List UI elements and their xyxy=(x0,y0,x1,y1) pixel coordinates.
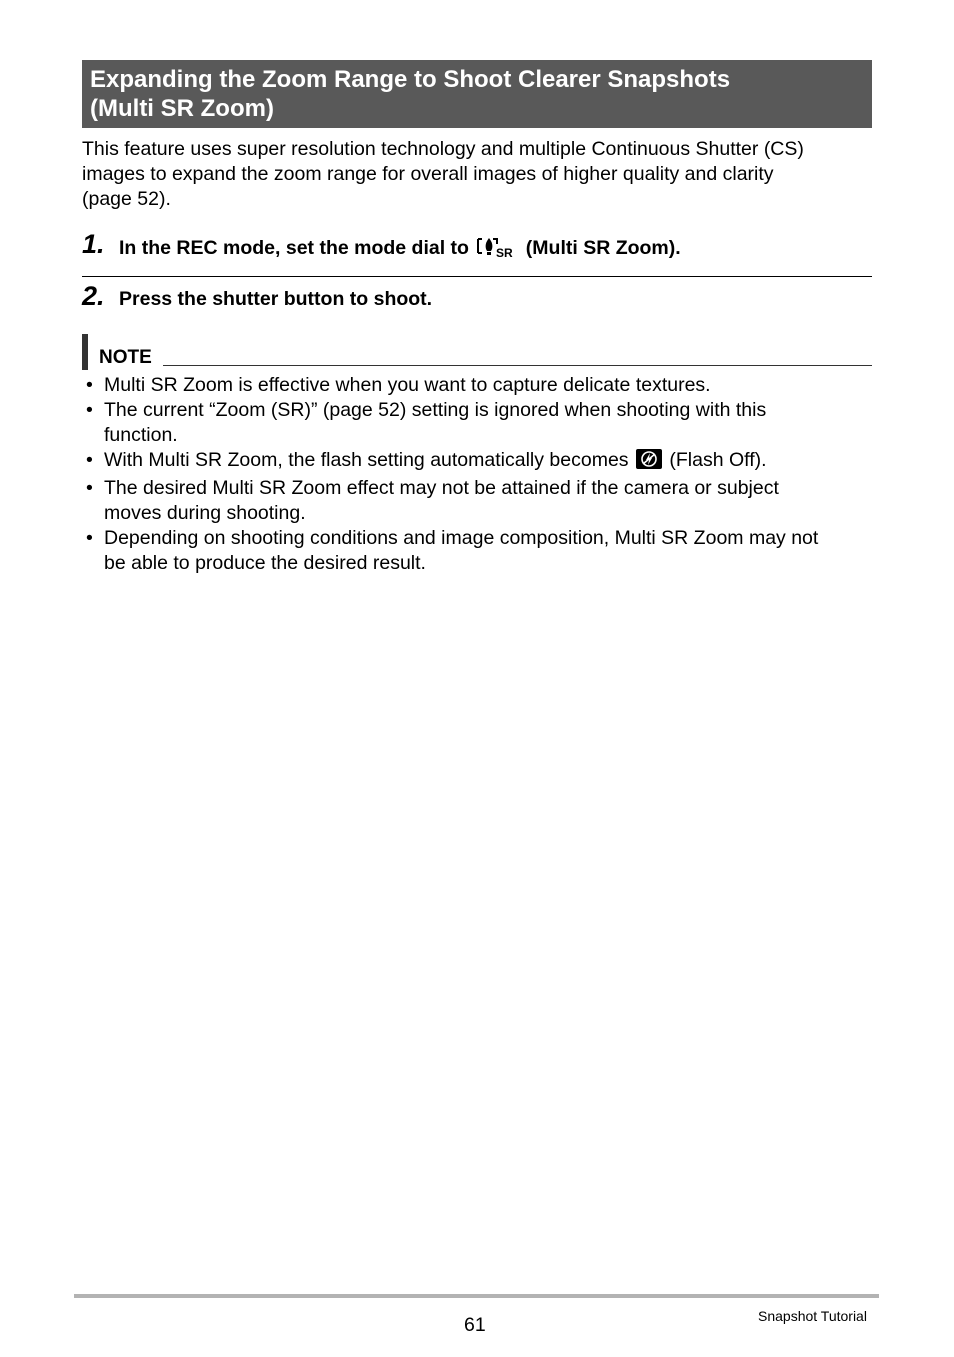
note-item-2-line-1: The current “Zoom (SR)” (page 52) setting is ignored when shooting with this xyxy=(104,399,767,421)
step-1-text-after: (Multi SR Zoom). xyxy=(525,237,681,259)
bullet: • xyxy=(86,477,93,499)
note-item xyxy=(82,398,872,448)
step-2 xyxy=(82,281,872,316)
note-item-5-line-2: be able to produce the desired result. xyxy=(104,552,426,574)
section-title-bar xyxy=(82,60,872,128)
step-2-text: Press the shutter button to shoot. xyxy=(119,288,433,310)
section-title-line-1: Expanding the Zoom Range to Shoot Clearer Snapshots xyxy=(90,66,731,93)
intro-line-1: This feature uses super resolution technology and multiple Continuous Shutter (CS) xyxy=(82,138,804,160)
note-item-1-line-1: Multi SR Zoom is effective when you want to capture delicate textures. xyxy=(104,374,711,396)
note-item xyxy=(82,373,872,398)
bullet: • xyxy=(86,374,93,396)
intro-line-3: (page 52). xyxy=(82,188,171,210)
bullet: • xyxy=(86,449,93,471)
intro-paragraph xyxy=(82,137,872,212)
note-rule xyxy=(163,365,872,366)
note-item-3-text-before: With Multi SR Zoom, the flash setting automatically becomes xyxy=(104,449,629,471)
note-item xyxy=(82,476,872,526)
note-marker-bar xyxy=(82,334,88,370)
step-1-text-before: In the REC mode, set the mode dial to xyxy=(119,237,469,259)
note-item-4-line-2: moves during shooting. xyxy=(104,502,306,524)
step-1-text xyxy=(119,236,681,264)
note-item xyxy=(82,526,872,576)
flash-off-icon xyxy=(636,449,662,476)
svg-text:SR: SR xyxy=(496,246,514,258)
multi-sr-zoom-icon xyxy=(476,236,518,264)
page-number: 61 xyxy=(464,1314,486,1336)
section-title-line-2: (Multi SR Zoom) xyxy=(90,95,274,122)
note-item xyxy=(82,448,872,476)
intro-line-2: images to expand the zoom range for overall images of higher quality and clarity xyxy=(82,163,774,185)
bullet: • xyxy=(86,399,93,421)
step-1 xyxy=(82,229,872,264)
footer-section-title: Snapshot Tutorial xyxy=(758,1308,867,1324)
note-item-3-text-after: (Flash Off). xyxy=(669,449,767,471)
step-2-number: 2. xyxy=(82,281,105,311)
note-label: NOTE xyxy=(99,347,152,368)
step-divider xyxy=(82,276,872,277)
note-item-4-line-1: The desired Multi SR Zoom effect may not be attained if the camera or subject xyxy=(104,477,779,499)
note-item-3-line-1 xyxy=(104,448,872,476)
bullet: • xyxy=(86,527,93,549)
step-1-number: 1. xyxy=(82,229,105,259)
note-list xyxy=(82,373,872,576)
note-item-5-line-1: Depending on shooting conditions and image composition, Multi SR Zoom may not xyxy=(104,527,819,549)
footer-rule xyxy=(74,1294,879,1298)
note-item-2-line-2: function. xyxy=(104,424,178,446)
